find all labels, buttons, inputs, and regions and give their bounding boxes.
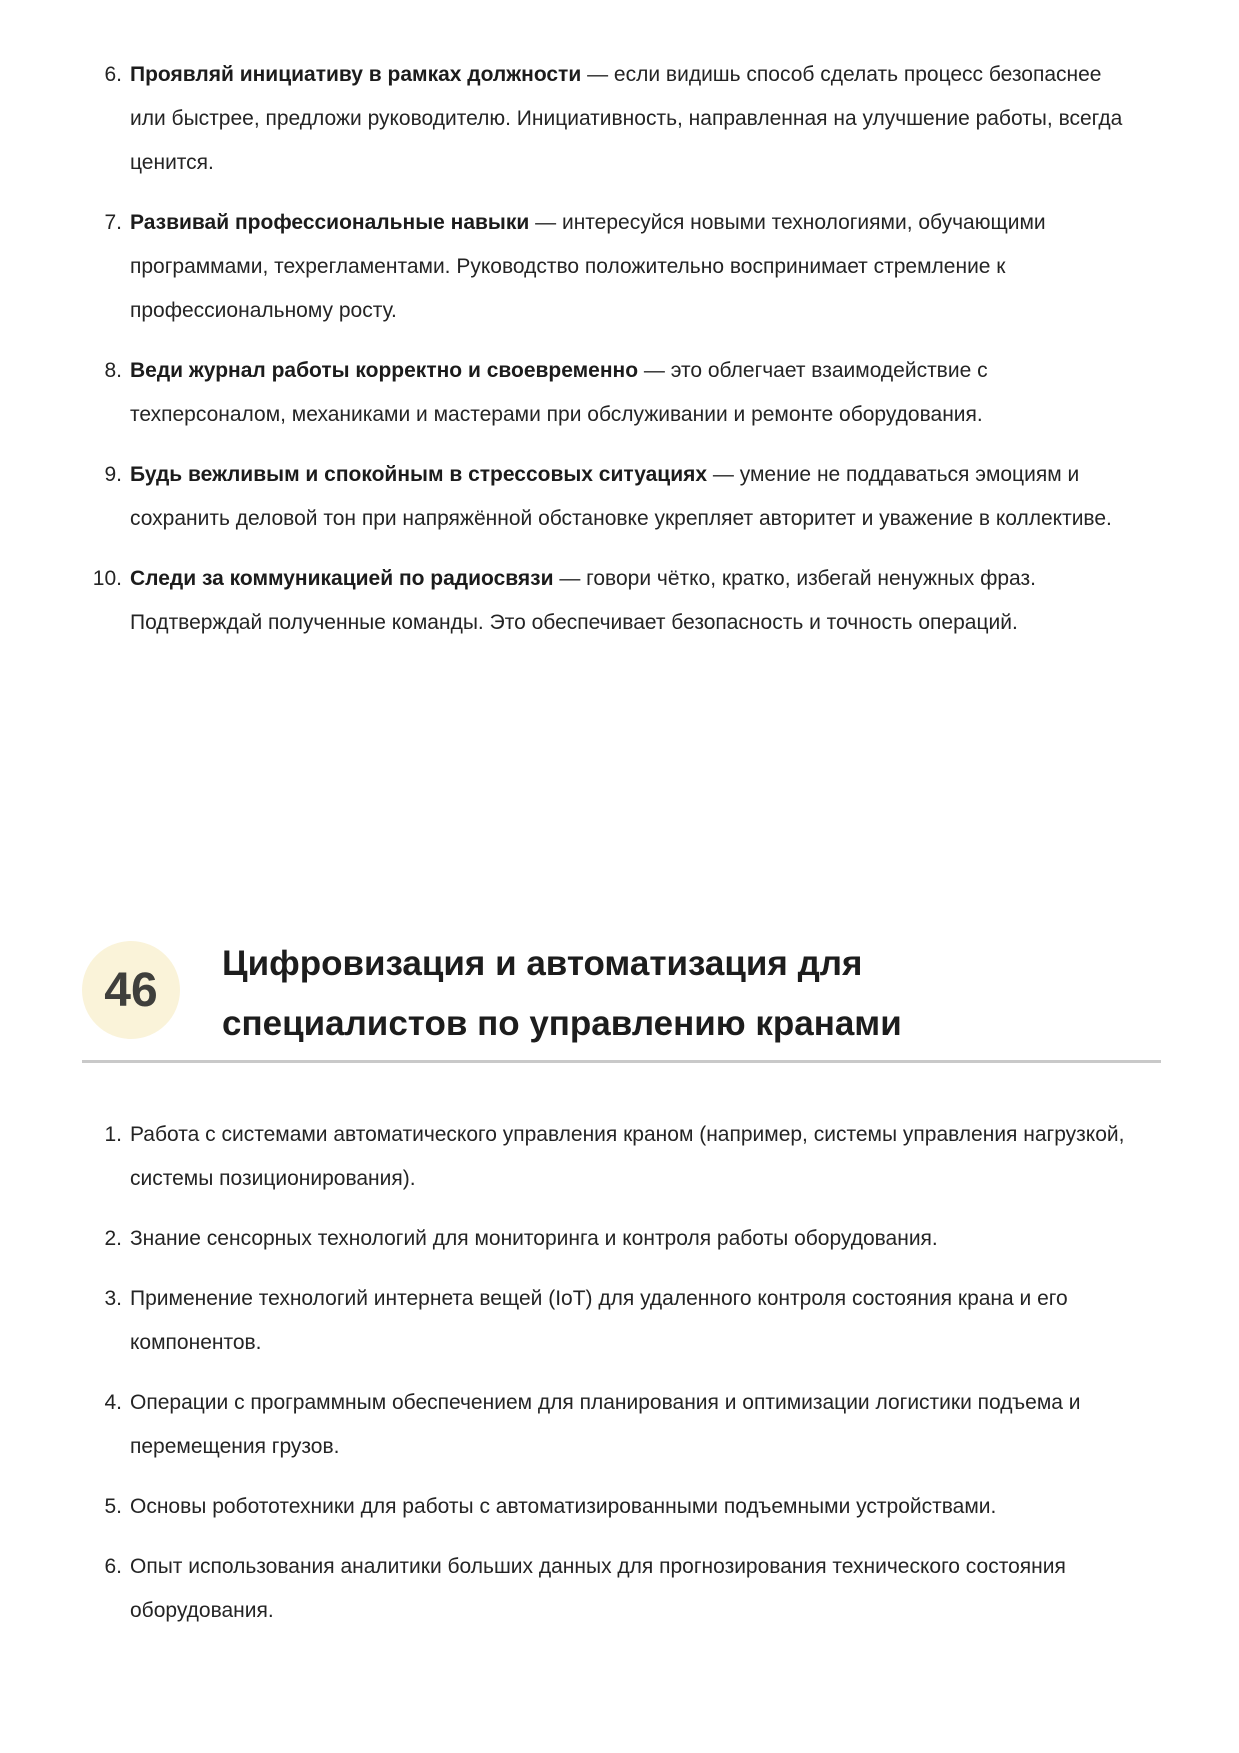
list-item: [88, 1113, 1144, 1201]
list-item: [88, 1217, 1144, 1261]
list-item: [88, 201, 1144, 333]
item-rest: Операции с программным обеспечением для планирования и оптимизации логистики подъема и перемещения грузов.: [130, 1391, 1081, 1458]
numbered-list-top: [88, 53, 1144, 661]
item-bold: Следи за коммуникацией по радиосвязи: [130, 567, 554, 590]
list-item: [88, 557, 1144, 645]
item-rest: — умение не поддаваться эмоциям и сохранить деловой тон при напряжённой обстановке укрепляет авторитет и уважение в коллективе.: [130, 463, 1112, 530]
item-text: [130, 1277, 1142, 1365]
item-rest: — говори чётко, кратко, избегай ненужных фраз. Подтверждай полученные команды. Это обеспечивает безопасность и точность операций.: [130, 567, 1036, 634]
list-item: [88, 1485, 1144, 1529]
item-rest: — это облегчает взаимодействие с техперсоналом, механиками и мастерами при обслуживании и ремонте оборудования.: [130, 359, 988, 426]
list-item: [88, 1277, 1144, 1365]
item-bold: Развивай профессиональные навыки: [130, 211, 530, 234]
item-number: 2.: [104, 1227, 122, 1250]
item-text: [130, 1545, 1142, 1633]
item-text: [130, 557, 1142, 645]
item-number: 9.: [104, 463, 122, 486]
item-rest: — интересуйся новыми технологиями, обучающими программами, техрегламентами. Руководство положительно воспринимает стремление к профессиональному росту.: [130, 211, 1046, 322]
item-text: [130, 1485, 1142, 1529]
item-number: 6.: [104, 1555, 122, 1578]
item-number: 6.: [104, 63, 122, 86]
item-number: 10.: [92, 567, 122, 590]
section-number-badge: [82, 941, 180, 1039]
item-text: [130, 1113, 1142, 1201]
item-rest: Применение технологий интернета вещей (IoT) для удаленного контроля состояния крана и его компонентов.: [130, 1287, 1068, 1354]
item-number: 4.: [104, 1391, 122, 1414]
item-rest: Опыт использования аналитики больших данных для прогнозирования технического состояния оборудования.: [130, 1555, 1066, 1622]
item-text: [130, 453, 1142, 541]
section-divider: [82, 1060, 1161, 1063]
item-number: 5.: [104, 1495, 122, 1518]
list-item: [88, 1545, 1144, 1633]
item-number: 7.: [104, 211, 122, 234]
list-item: [88, 349, 1144, 437]
item-bold: Будь вежливым и спокойным в стрессовых ситуациях: [130, 463, 708, 486]
list-item: [88, 53, 1144, 185]
list-item: [88, 1381, 1144, 1469]
item-text: [130, 1381, 1142, 1469]
item-number: 3.: [104, 1287, 122, 1310]
item-number: 1.: [104, 1123, 122, 1146]
item-text: [130, 53, 1142, 185]
item-rest: Работа с системами автоматического управления краном (например, системы управления нагрузкой, системы позиционирования).: [130, 1123, 1125, 1190]
numbered-list-bottom: [88, 1113, 1144, 1649]
item-text: [130, 349, 1142, 437]
item-rest: Знание сенсорных технологий для мониторинга и контроля работы оборудования.: [130, 1227, 938, 1250]
section-number: 46: [104, 963, 158, 1017]
item-rest: Основы робототехники для работы с автоматизированными подъемными устройствами.: [130, 1495, 997, 1518]
item-bold: Веди журнал работы корректно и своевременно: [130, 359, 639, 382]
item-rest: — если видишь способ сделать процесс безопаснее или быстрее, предложи руководителю. Инициативность, направленная на улучшение работы, всегда ценится.: [130, 63, 1123, 174]
section-title: Цифровизация и автоматизация для специалистов по управлению кранами: [222, 944, 902, 1043]
item-bold: Проявляй инициативу в рамках должности: [130, 63, 582, 86]
item-text: [130, 1217, 1142, 1261]
list-item: [88, 453, 1144, 541]
item-number: 8.: [104, 359, 122, 382]
item-text: [130, 201, 1142, 333]
